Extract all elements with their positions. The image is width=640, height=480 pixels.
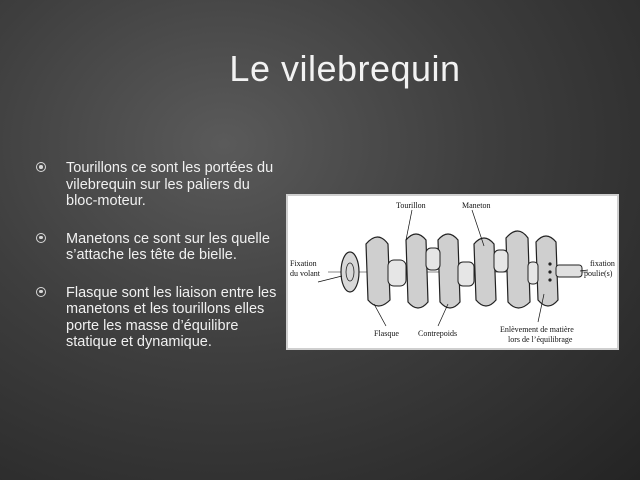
label-tourillon: Tourillon <box>396 201 426 210</box>
bullet-item-tourillons <box>36 160 281 210</box>
label-fixation-poulie-2: poulie(s) <box>584 269 613 278</box>
bullet-circle-icon <box>36 162 46 172</box>
label-enlevement-2: lors de l’équilibrage <box>508 335 573 344</box>
label-fixation-poulie-1: fixation <box>590 259 615 268</box>
bullet-list <box>36 160 281 372</box>
flywheel-flange <box>341 252 359 292</box>
label-maneton: Maneton <box>462 201 491 210</box>
bullet-circle-icon <box>36 233 46 243</box>
bullet-item-manetons <box>36 231 281 264</box>
bullet-text: Manetons ce sont sur les quelle s’attache les tête de bielle. <box>66 230 270 263</box>
crankshaft-figure <box>286 194 619 350</box>
label-fixation-volant-1: Fixation <box>290 259 317 268</box>
label-fixation-volant-2: du volant <box>290 269 320 278</box>
bullet-text: Tourillons ce sont les portées du vilebrequin sur les paliers du bloc-moteur. <box>66 160 274 209</box>
label-enlevement-1: Enlèvement de matière <box>500 325 574 334</box>
label-contrepoids: Contrepoids <box>418 329 458 338</box>
bullet-text: Flasque sont les liaison entre les manetons et les tourillons elles porte les masse d’équilibre statique et dynamique. <box>66 284 277 350</box>
bullet-item-flasque <box>36 285 281 351</box>
pulley-nose <box>556 265 582 277</box>
crankshaft-diagram <box>288 196 617 348</box>
label-flasque: Flasque <box>374 329 399 338</box>
slide-title: Le vilebrequin <box>229 48 461 89</box>
bullet-circle-icon <box>36 287 46 297</box>
